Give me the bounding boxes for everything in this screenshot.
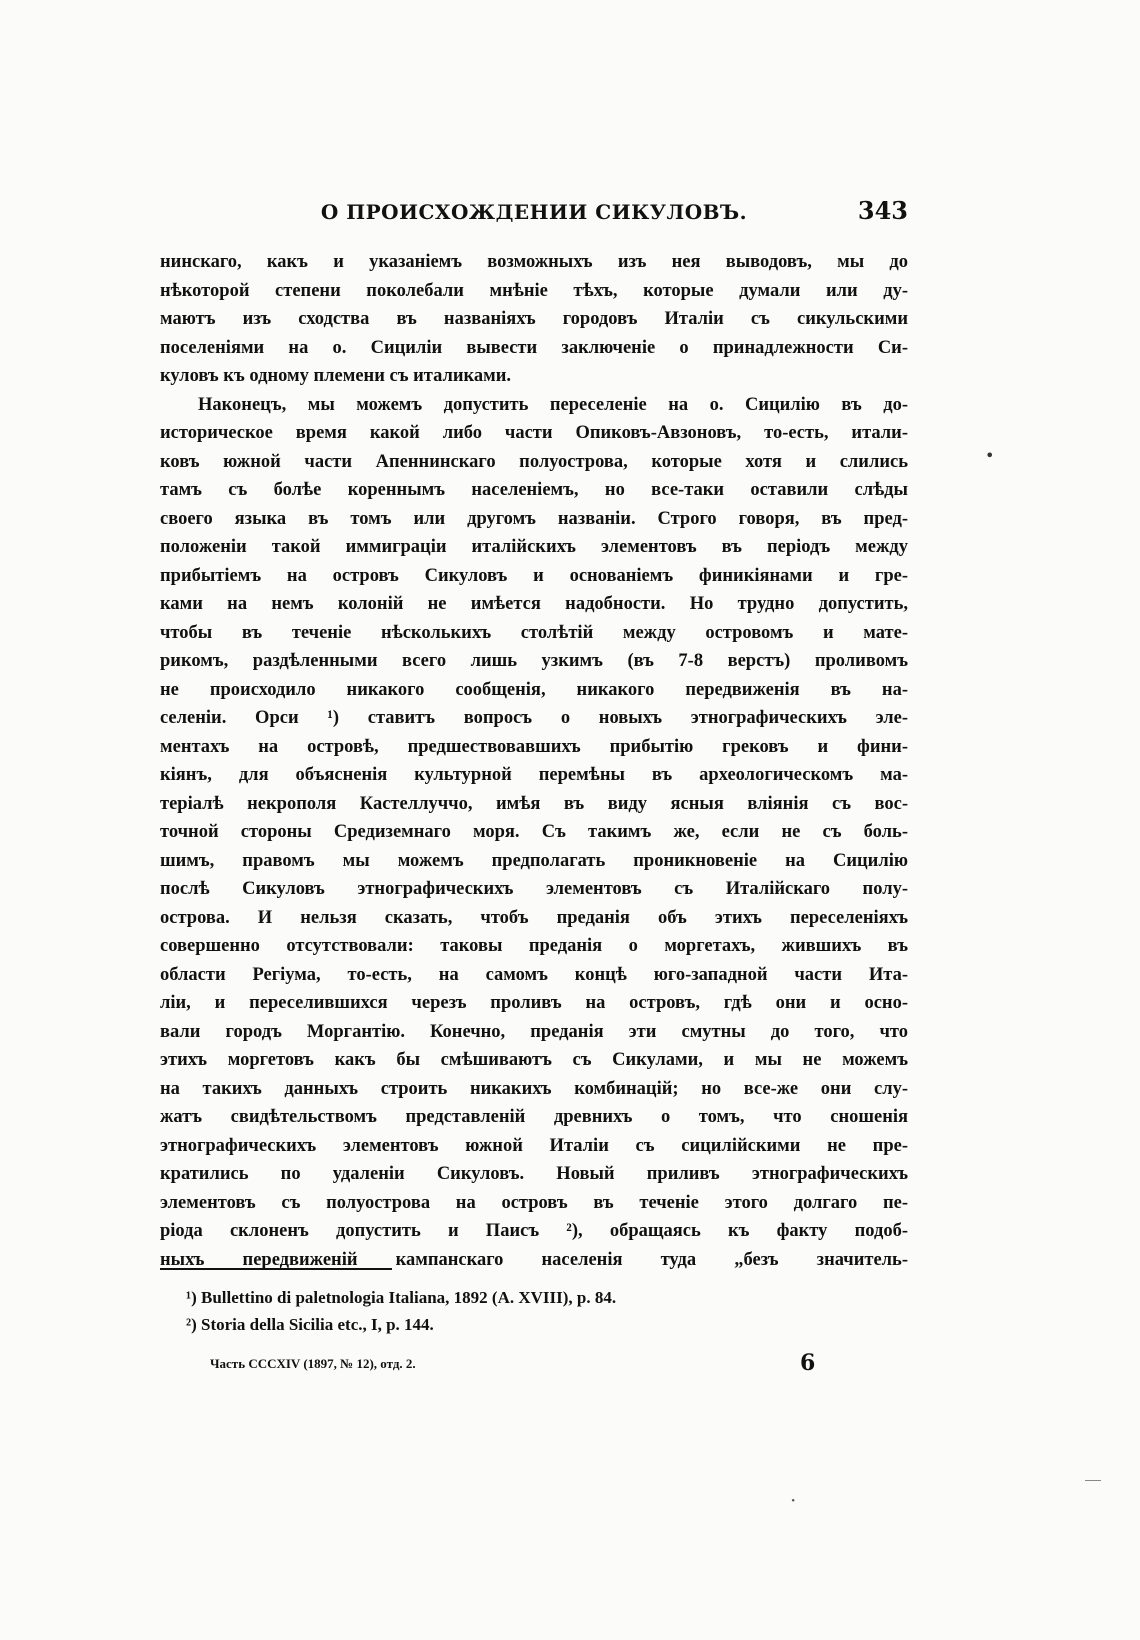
text-line: острова. И нельзя сказать, чтобъ преданія объ этихъ переселеніяхъ — [160, 907, 908, 928]
text-line: историческое время какой либо части Опиковъ-Авзоновъ, то-есть, итали- — [160, 423, 908, 443]
scan-edge-mark — [1085, 1480, 1101, 1481]
text-line: маютъ изъ сходства въ названіяхъ городовъ Италіи съ сикульскими — [160, 309, 908, 329]
page-number: 343 — [857, 196, 908, 225]
text-line: ками на немъ колоній не имѣется надобности. Но трудно допустить, — [160, 594, 908, 614]
text-line: нѣкоторой степени поколебали мнѣніе тѣхъ, которые думали или ду- — [160, 280, 908, 301]
text-line: чтобы въ теченіе нѣсколькихъ столѣтій между островомъ и мате- — [160, 622, 908, 643]
text-line: жатъ свидѣтельствомъ представленій древнихъ о томъ, что сношенія — [160, 1107, 908, 1127]
scan-speck: · — [790, 1488, 797, 1512]
text-line: рикомъ, раздѣленными всего лишь узкимъ (въ 7-8 верстъ) проливомъ — [160, 651, 908, 671]
text-line: прибытіемъ на островъ Сикуловъ и основаніемъ финикіянами и гре- — [160, 565, 908, 586]
text-line: тамъ съ болѣе кореннымъ населеніемъ, но все-таки оставили слѣды — [160, 480, 908, 500]
text-line: шимъ, правомъ мы можемъ предполагать проникновеніе на Сицилію — [160, 850, 908, 871]
text-line: селеніи. Орси ¹) ставитъ вопросъ о новыхъ этнографическихъ эле- — [160, 708, 908, 728]
text-line: ліи, и переселившихся черезъ проливъ на островъ, гдѣ они и осно- — [160, 993, 908, 1013]
footnote-1: ¹) Bullettino di paletnologia Italiana, 1892 (A. XVIII), p. 84. — [186, 1288, 617, 1307]
text-line: этихъ моргетовъ какъ бы смѣшиваютъ съ Сикулами, и мы не можемъ — [160, 1050, 908, 1070]
text-line: элементовъ съ полуострова на островъ въ теченіе этого долгаго пе- — [160, 1192, 908, 1213]
text-line: поселеніями на о. Сициліи вывести заключеніе о принадлежности Си- — [160, 337, 908, 358]
text-line: ковъ южной части Апеннинскаго полуострова, которые хотя и слились — [160, 451, 908, 472]
text-line: этнографическихъ элементовъ южной Италіи съ сицилійскими не пре- — [160, 1135, 908, 1156]
text-line: ныхъ передвиженій кампанскаго населенія туда „безъ значитель- — [160, 1249, 908, 1270]
text-line: точной стороны Средиземнаго моря. Съ такимъ же, если не съ боль- — [160, 822, 908, 842]
text-line: совершенно отсутствовали: таковы преданія о моргетахъ, жившихъ въ — [160, 936, 908, 956]
text-line: не происходило никакого сообщенія, никакого передвиженія въ на- — [160, 679, 908, 700]
footnote-2: ²) Storia della Sicilia etc., I, p. 144. — [186, 1315, 434, 1334]
body-text — [160, 248, 908, 1274]
running-title: О ПРОИСХОЖДЕНИИ СИКУЛОВЪ. — [320, 200, 748, 224]
margin-dot: • — [985, 446, 995, 465]
text-line: области Регіума, то-есть, на самомъ концѣ юго-западной части Ита- — [160, 964, 908, 985]
text-line: Наконецъ, мы можемъ допустить переселеніе на о. Сицилію въ до- — [198, 394, 908, 415]
page-header — [160, 196, 908, 230]
text-line: послѣ Сикуловъ этнографическихъ элементовъ съ Италійскаго полу- — [160, 879, 908, 899]
text-line: ріода склоненъ допустить и Паисъ ²), обращаясь къ факту подоб- — [160, 1221, 908, 1241]
text-line: ментахъ на островѣ, предшествовавшихъ прибытію грековъ и фини- — [160, 736, 908, 757]
text-line: положеніи такой иммиграціи италійскихъ элементовъ въ періодъ между — [160, 537, 908, 557]
text-line: куловъ къ одному племени съ италиками. — [160, 366, 512, 386]
text-line: кратились по удаленіи Сикуловъ. Новый приливъ этнографическихъ — [160, 1164, 908, 1184]
footnotes — [186, 1284, 886, 1338]
text-line: нинскаго, какъ и указаніемъ возможныхъ изъ нея выводовъ, мы до — [160, 252, 908, 272]
signature-mark: 6 — [800, 1350, 816, 1376]
text-line: вали городъ Моргантію. Конечно, преданія эти смутны до того, что — [160, 1021, 908, 1042]
text-line: на такихъ данныхъ строить никакихъ комбинацій; но все-же они слу- — [160, 1078, 908, 1099]
text-line: теріалѣ некрополя Кастеллуччо, имѣя въ виду ясныя вліянія съ вос- — [160, 793, 908, 814]
text-line: своего языка въ томъ или другомъ названіи. Строго говоря, въ пред- — [160, 508, 908, 529]
printer-signature: Часть CCCXIV (1897, № 12), отд. 2. — [210, 1356, 416, 1371]
text-line: кіянъ, для объясненія культурной перемѣны въ археологическомъ ма- — [160, 765, 908, 785]
footnote-divider — [160, 1268, 392, 1270]
